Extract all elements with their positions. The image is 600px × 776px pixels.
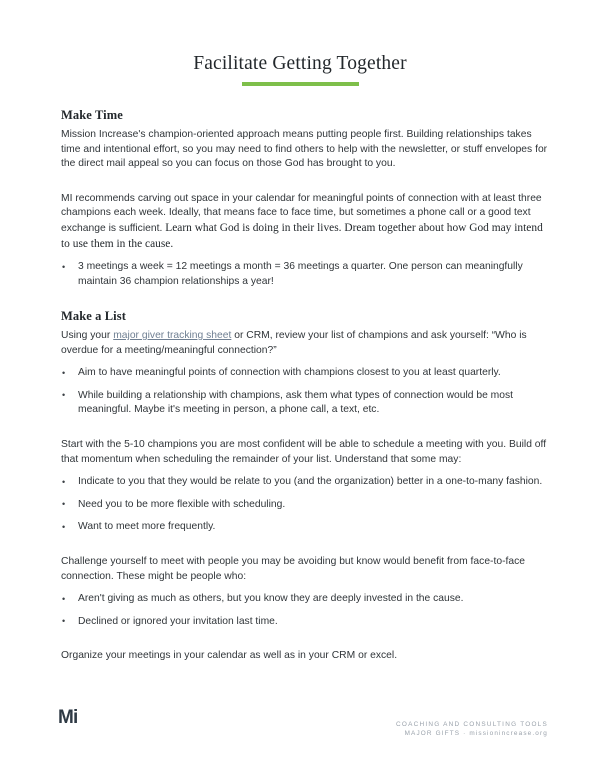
list-item: • Declined or ignored your invitation last time. [61, 615, 548, 630]
major-giver-tracking-sheet-link[interactable]: major giver tracking sheet [113, 330, 232, 342]
list-item: • While building a relationship with champions, ask them what types of connection would be most meaningful. Maybe it's meeting in person, a phone call, a text, etc. [61, 389, 548, 418]
make-time-paragraph-2-sans: MI recommends carving out space in your calendar for meaningful points of connection with at least three champions each week. Ideally, that means face to face time, but sometimes a phone call or a good text exchange is sufficient. [61, 192, 542, 235]
list-item: • 3 meetings a week = 12 meetings a month = 36 meetings a quarter. One person can meaningfully maintain 36 champion relationships a year! [61, 260, 548, 289]
make-a-list-intro-prefix: Using your [61, 330, 114, 342]
spacer [61, 418, 548, 438]
make-a-list-bullet-list [61, 366, 548, 418]
challenge-paragraph: Challenge yourself to meet with people you may be avoiding but know would benefit from face-to-face connection. These might be people who: [61, 555, 526, 582]
make-a-list-intro-suffix: or CRM, review your list of champions and ask yourself: “Who is overdue for a meeting/meaningful connection?” [61, 330, 527, 356]
momentum-bullet-list [61, 475, 548, 535]
spacer [61, 172, 548, 192]
spacer [61, 535, 548, 555]
document-body [0, 108, 600, 664]
list-item: • Aren't giving as much as others, but you know they are deeply invested in the cause. [61, 592, 548, 607]
make-time-paragraph-2-serif: Learn what God is doing in their lives. Dream together about how God may intend to use them in the cause. [61, 222, 543, 250]
list-item: • Want to meet more frequently. [61, 520, 548, 535]
momentum-paragraph: Start with the 5-10 champions you are most confident will be able to schedule a meeting with you. Build off that momentum when scheduling the remainder of your list. Understand that some may: [61, 439, 547, 465]
list-item: • Need you to be more flexible with scheduling. [61, 498, 548, 513]
make-time-paragraph-1: Mission Increase's champion-oriented approach means putting people first. Building relationships takes time and intentional effort, so you may need to find others to help with the newsletter, or stuff envelopes for the direct mail appeal so you can focus on those God has brought to you. [61, 129, 548, 170]
section-heading-make-time: Make Time [61, 108, 123, 123]
list-item: • Indicate to you that they would be relate to you (and the organization) better in a one-to-many fashion. [61, 475, 548, 490]
make-time-bullet-list [61, 260, 548, 289]
closing-paragraph: Organize your meetings in your calendar as well as in your CRM or excel. [61, 650, 398, 662]
section-heading-make-a-list: Make a List [61, 309, 126, 324]
page-footer [0, 704, 600, 750]
make-time-paragraph-2 [61, 192, 548, 252]
spacer [61, 358, 548, 366]
footer-tagline [396, 720, 548, 739]
footer-line-1: COACHING AND CONSULTING TOOLS [395, 721, 548, 728]
list-item: • Aim to have meaningful points of connection with champions closest to you at least quarterly. [61, 366, 548, 381]
title-block [0, 0, 600, 86]
spacer [61, 252, 548, 260]
challenge-bullet-list [61, 592, 548, 629]
spacer [61, 629, 548, 649]
page-title: Facilitate Getting Together [193, 53, 407, 74]
spacer [61, 289, 548, 309]
spacer [61, 467, 548, 475]
spacer [61, 584, 548, 592]
mission-increase-logo: Mi [58, 707, 78, 728]
make-a-list-intro [61, 329, 548, 358]
title-accent-rule [242, 82, 359, 86]
footer-line-2: MAJOR GIFTS · missionincrease.org [404, 730, 548, 738]
